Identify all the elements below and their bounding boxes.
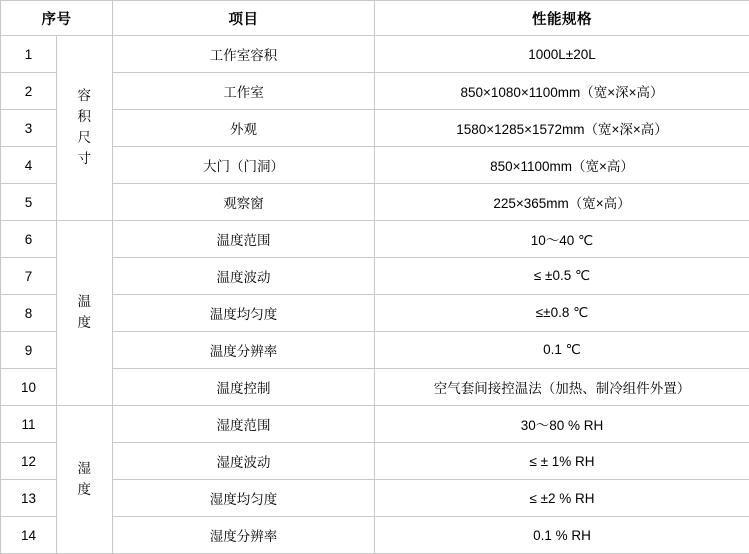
row-seq: 11 bbox=[1, 406, 57, 443]
row-spec: 空气套间接控温法（加热、制冷组件外置） bbox=[375, 369, 749, 406]
row-spec: 30～80 % RH bbox=[375, 406, 749, 443]
table-row bbox=[1, 36, 749, 73]
row-seq: 2 bbox=[1, 73, 57, 110]
table-row bbox=[1, 443, 749, 480]
row-seq: 1 bbox=[1, 36, 57, 73]
row-item: 外观 bbox=[113, 110, 375, 147]
row-item: 大门（门洞） bbox=[113, 147, 375, 184]
table-row bbox=[1, 369, 749, 406]
row-item: 温度均匀度 bbox=[113, 295, 375, 332]
row-seq: 5 bbox=[1, 184, 57, 221]
row-seq: 8 bbox=[1, 295, 57, 332]
row-item: 湿度均匀度 bbox=[113, 480, 375, 517]
row-seq: 9 bbox=[1, 332, 57, 369]
table-row bbox=[1, 184, 749, 221]
row-spec: 10～40 ℃ bbox=[375, 221, 749, 258]
row-item: 观察窗 bbox=[113, 184, 375, 221]
row-seq: 3 bbox=[1, 110, 57, 147]
row-item: 温度波动 bbox=[113, 258, 375, 295]
table-row bbox=[1, 406, 749, 443]
row-spec: 0.1 ℃ bbox=[375, 332, 749, 369]
table-body bbox=[1, 1, 749, 554]
group-label-humidity-text: 湿度 bbox=[78, 459, 92, 501]
column-header-spec: 性能规格 bbox=[375, 1, 749, 36]
row-seq: 6 bbox=[1, 221, 57, 258]
row-seq: 13 bbox=[1, 480, 57, 517]
row-item: 温度控制 bbox=[113, 369, 375, 406]
row-seq: 12 bbox=[1, 443, 57, 480]
row-item: 工作室 bbox=[113, 73, 375, 110]
table-row bbox=[1, 332, 749, 369]
group-label-volume-text: 容积尺寸 bbox=[78, 86, 92, 170]
column-header-item: 项目 bbox=[113, 1, 375, 36]
table-row bbox=[1, 73, 749, 110]
row-spec: 0.1 % RH bbox=[375, 517, 749, 554]
table-row bbox=[1, 517, 749, 554]
group-label-humidity bbox=[57, 406, 113, 554]
row-spec: 850×1100mm（宽×高） bbox=[375, 147, 749, 184]
table-row bbox=[1, 295, 749, 332]
table-row bbox=[1, 221, 749, 258]
table-row bbox=[1, 110, 749, 147]
group-label-temperature-text: 温度 bbox=[78, 292, 92, 334]
row-item: 湿度分辨率 bbox=[113, 517, 375, 554]
table-row bbox=[1, 258, 749, 295]
row-spec: ≤±0.8 ℃ bbox=[375, 295, 749, 332]
row-spec: ≤ ±2 % RH bbox=[375, 480, 749, 517]
row-spec: 1580×1285×1572mm（宽×深×高） bbox=[375, 110, 749, 147]
row-item: 湿度范围 bbox=[113, 406, 375, 443]
column-header-seq: 序号 bbox=[1, 1, 113, 36]
row-item: 温度分辨率 bbox=[113, 332, 375, 369]
row-seq: 10 bbox=[1, 369, 57, 406]
row-item: 工作室容积 bbox=[113, 36, 375, 73]
group-label-temperature bbox=[57, 221, 113, 406]
row-spec: ≤ ±0.5 ℃ bbox=[375, 258, 749, 295]
row-spec: 1000L±20L bbox=[375, 36, 749, 73]
row-seq: 4 bbox=[1, 147, 57, 184]
table-row bbox=[1, 480, 749, 517]
row-spec: ≤ ± 1% RH bbox=[375, 443, 749, 480]
row-seq: 7 bbox=[1, 258, 57, 295]
row-spec: 850×1080×1100mm（宽×深×高） bbox=[375, 73, 749, 110]
row-seq: 14 bbox=[1, 517, 57, 554]
row-spec: 225×365mm（宽×高） bbox=[375, 184, 749, 221]
row-item: 温度范围 bbox=[113, 221, 375, 258]
group-label-volume bbox=[57, 36, 113, 221]
row-item: 湿度波动 bbox=[113, 443, 375, 480]
table-row bbox=[1, 147, 749, 184]
table-header-row bbox=[1, 1, 749, 36]
